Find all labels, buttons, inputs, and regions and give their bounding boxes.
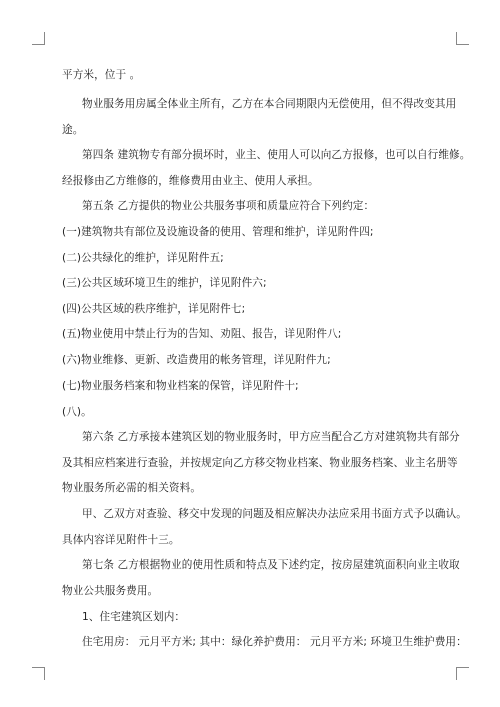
text-line: (五)物业使用中禁止行为的告知、劝阻、报告，详见附件八; xyxy=(62,328,342,340)
text-line: 具体内容详见附件十三。 xyxy=(62,534,180,546)
text-line: 物业服务所必需的相关资料。 xyxy=(62,482,202,494)
text-line: (二)公共绿化的维护，详见附件五; xyxy=(62,252,224,264)
text-line: 及其相应档案进行查验，并按规定向乙方移交物业档案、物业服务档案、业主名册等 xyxy=(62,457,458,469)
crop-mark-bottom-right xyxy=(456,667,469,680)
text-line: 物业服务用房属全体业主所有，乙方在本合同期限内无偿使用，但不得改变其用 xyxy=(82,98,457,110)
text-line: 第六条 乙方承接本建筑区划的物业服务时，甲方应当配合乙方对建筑物共有部分 xyxy=(82,431,460,443)
text-line: 经报修由乙方维修的，维修费用由业主、使用人承担。 xyxy=(62,175,319,187)
text-line: 住宅用房： 元月平方米; 其中：绿化养护费用： 元月平方米; 环境卫生维护费用： xyxy=(82,636,467,648)
text-line: (八)。 xyxy=(62,406,92,418)
text-line: 第七条 乙方根据物业的使用性质和特点及下述约定，按房屋建筑面积向业主收取 xyxy=(82,559,460,571)
text-line: 甲、乙双方对查验、移交中发现的问题及相应解决办法应采用书面方式予以确认。 xyxy=(82,508,467,520)
text-line: (七)物业服务档案和物业档案的保管，详见附件十; xyxy=(62,380,299,392)
text-line: (一)建筑物共有部位及设施设备的使用、管理和维护，详见附件四; xyxy=(62,226,374,238)
text-line: 平方米，位于 。 xyxy=(62,69,141,81)
text-line: 第四条 建筑物专有部分损坏时，业主、使用人可以向乙方报修，也可以自行维修。 xyxy=(82,149,471,161)
text-line: (三)公共区域环境卫生的维护，详见附件六; xyxy=(62,277,267,289)
text-line: (六)物业维修、更新、改造费用的帐务管理，详见附件九; xyxy=(62,354,331,366)
text-line: 物业公共服务费用。 xyxy=(62,585,159,597)
text-line: 途。 xyxy=(62,124,84,136)
crop-mark-top-right xyxy=(456,32,469,45)
text-line: (四)公共区域的秩序维护，详见附件七; xyxy=(62,303,246,315)
crop-mark-bottom-left xyxy=(32,667,45,680)
crop-mark-top-left xyxy=(32,32,45,45)
text-line: 1、住宅建筑区划内： xyxy=(82,611,186,623)
text-line: 第五条 乙方提供的物业公共服务事项和质量应符合下列约定： xyxy=(82,200,375,212)
